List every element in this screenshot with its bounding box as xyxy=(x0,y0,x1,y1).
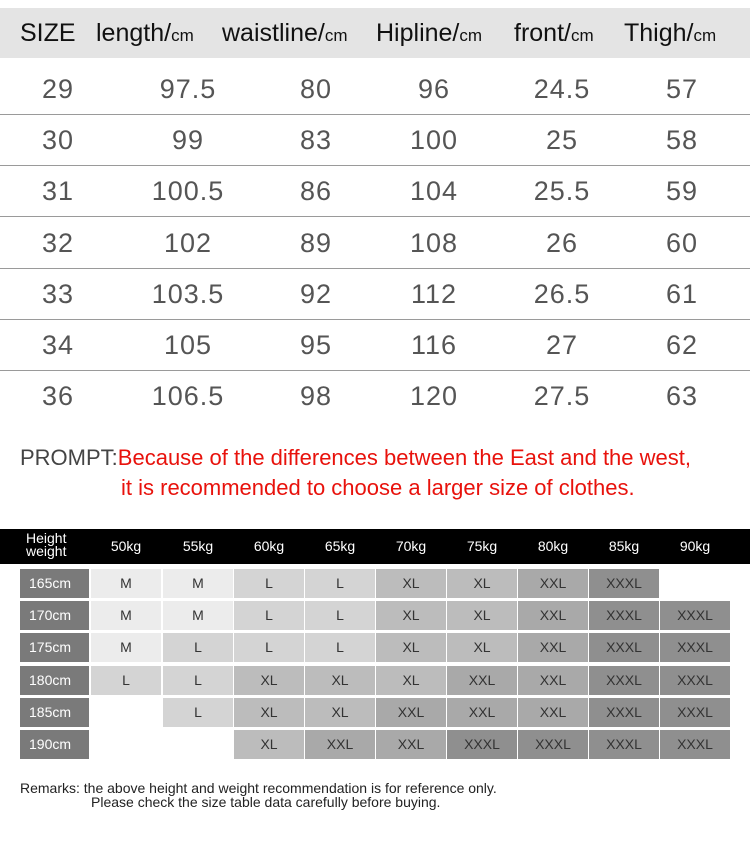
size-cell-hipline: 108 xyxy=(409,227,459,258)
size-cell-thigh: 62 xyxy=(665,330,699,360)
size-recommendation-cell: L xyxy=(305,633,375,662)
size-recommendation-cell: L xyxy=(163,666,233,695)
size-recommendation-cell: L xyxy=(305,569,375,598)
size-cell-thigh: 61 xyxy=(665,278,699,309)
size-recommendation-cell: XXXL xyxy=(589,633,659,662)
size-recommendation-cell: XL xyxy=(376,601,446,630)
size-cell-length: 105 xyxy=(163,330,213,360)
size-recommendation-cell: XXXL xyxy=(518,730,588,759)
size-recommendation-cell: XXL xyxy=(305,730,375,759)
size-row xyxy=(0,64,750,115)
height-label: 175cm xyxy=(20,633,89,662)
header-thigh: Thigh/cm xyxy=(624,19,717,47)
size-recommendation-cell: XL xyxy=(376,666,446,695)
size-recommendation-cell: L xyxy=(163,698,233,727)
weight-col-header: 75kg xyxy=(466,538,498,554)
size-recommendation-cell: XXXL xyxy=(660,633,730,662)
size-cell-size: 34 xyxy=(41,330,75,360)
size-recommendation-cell: M xyxy=(163,601,233,630)
size-cell-front: 25.5 xyxy=(533,176,591,207)
size-recommendation-cell: XXXL xyxy=(447,730,517,759)
size-recommendation-cell: XXL xyxy=(447,698,517,727)
size-recommendation-cell: M xyxy=(91,633,161,662)
size-recommendation-cell: XXXL xyxy=(589,698,659,727)
height-label: 190cm xyxy=(20,730,89,759)
size-cell-waistline: 89 xyxy=(299,227,333,258)
size-recommendation-cell: XL xyxy=(234,730,304,759)
size-cell-thigh: 63 xyxy=(665,381,699,412)
size-recommendation-cell: XXXL xyxy=(589,601,659,630)
remarks xyxy=(20,781,497,809)
size-cell-front: 27 xyxy=(545,330,579,360)
size-cell-front: 26.5 xyxy=(533,278,591,309)
size-recommendation-cell xyxy=(163,730,233,759)
height-label: 185cm xyxy=(20,698,89,727)
weight-col-header: 80kg xyxy=(537,538,569,554)
size-cell-hipline: 116 xyxy=(410,330,458,360)
size-recommendation-cell: L xyxy=(234,601,304,630)
size-recommendation-cell: L xyxy=(234,633,304,662)
size-cell-waistline: 98 xyxy=(299,381,333,412)
size-cell-thigh: 58 xyxy=(665,125,699,156)
size-cell-front: 27.5 xyxy=(533,381,591,412)
size-recommendation-cell: XXXL xyxy=(589,569,659,598)
size-cell-hipline: 96 xyxy=(417,74,451,104)
size-recommendation-cell: M xyxy=(163,569,233,598)
size-recommendation-cell: XXXL xyxy=(660,698,730,727)
size-cell-size: 36 xyxy=(41,381,75,412)
recommendation-header xyxy=(0,529,750,564)
size-cell-size: 33 xyxy=(41,278,75,309)
weight-col-header: 65kg xyxy=(324,538,356,554)
header-length: length/cm xyxy=(96,19,194,47)
size-recommendation-cell: L xyxy=(305,601,375,630)
size-cell-length: 97.5 xyxy=(159,74,217,104)
remarks-line-1: Remarks: the above height and weight recommendation is for reference only. xyxy=(20,780,497,796)
size-cell-size: 29 xyxy=(41,74,75,104)
size-recommendation-cell: XXXL xyxy=(660,730,730,759)
size-recommendation-cell: XL xyxy=(447,601,517,630)
size-recommendation-cell xyxy=(660,569,730,598)
size-row xyxy=(0,218,750,269)
prompt-line-1: Because of the differences between the East and the west, xyxy=(117,445,691,470)
prompt-line-2: it is recommended to choose a larger size of clothes. xyxy=(121,475,635,500)
size-cell-waistline: 83 xyxy=(299,125,333,156)
size-recommendation-cell xyxy=(91,698,161,727)
size-cell-waistline: 92 xyxy=(299,278,333,309)
corner-height: Height xyxy=(26,530,67,546)
size-recommendation-cell: L xyxy=(163,633,233,662)
size-cell-hipline: 112 xyxy=(410,278,458,309)
size-recommendation-cell: XL xyxy=(234,698,304,727)
corner-weight: weight xyxy=(26,543,67,559)
size-recommendation-cell: L xyxy=(91,666,161,695)
header-hipline: Hipline/cm xyxy=(376,19,483,47)
size-row xyxy=(0,269,750,320)
size-cell-length: 102 xyxy=(163,227,213,258)
size-cell-thigh: 59 xyxy=(665,176,699,207)
weight-col-header: 50kg xyxy=(110,538,142,554)
header-size: SIZE xyxy=(20,19,76,47)
size-cell-length: 100.5 xyxy=(151,176,225,207)
size-recommendation-cell: XXXL xyxy=(589,666,659,695)
size-recommendation-cell: XL xyxy=(376,633,446,662)
size-row xyxy=(0,166,750,217)
size-cell-size: 30 xyxy=(41,125,75,156)
size-recommendation-cell: XL xyxy=(447,633,517,662)
size-recommendation-cell: XXL xyxy=(376,730,446,759)
size-recommendation-cell: XL xyxy=(305,698,375,727)
header-front: front/cm xyxy=(514,19,594,47)
size-cell-length: 99 xyxy=(171,125,205,156)
size-recommendation-cell: XL xyxy=(234,666,304,695)
size-cell-hipline: 100 xyxy=(409,125,459,156)
size-cell-waistline: 86 xyxy=(299,176,333,207)
height-label: 170cm xyxy=(20,601,89,630)
size-recommendation-cell: XXXL xyxy=(589,730,659,759)
size-cell-length: 103.5 xyxy=(151,278,225,309)
size-recommendation-cell: M xyxy=(91,601,161,630)
weight-col-header: 90kg xyxy=(679,538,711,554)
size-recommendation-cell: XXL xyxy=(518,569,588,598)
size-cell-front: 25 xyxy=(545,125,579,156)
size-recommendation-cell: XL xyxy=(376,569,446,598)
size-cell-length: 106.5 xyxy=(151,381,225,412)
size-cell-thigh: 57 xyxy=(665,74,699,104)
size-cell-front: 24.5 xyxy=(533,74,591,104)
size-cell-size: 32 xyxy=(41,227,75,258)
size-cell-waistline: 95 xyxy=(299,330,333,360)
weight-col-header: 70kg xyxy=(395,538,427,554)
height-label: 165cm xyxy=(20,569,89,598)
header-waistline: waistline/cm xyxy=(222,19,348,47)
prompt-note xyxy=(20,443,691,500)
corner-label xyxy=(26,532,66,558)
size-recommendation-cell: XL xyxy=(305,666,375,695)
size-recommendation-cell: XXXL xyxy=(660,666,730,695)
height-label: 180cm xyxy=(20,666,89,695)
remarks-line-2: Please check the size table data carefully before buying. xyxy=(91,794,441,810)
weight-col-header: 55kg xyxy=(182,538,214,554)
weight-col-header: 60kg xyxy=(253,538,285,554)
size-recommendation-cell: XXL xyxy=(518,698,588,727)
size-recommendation-cell: XXL xyxy=(518,633,588,662)
size-recommendation-cell xyxy=(91,730,161,759)
size-recommendation-cell: XXL xyxy=(376,698,446,727)
size-cell-hipline: 104 xyxy=(409,176,459,207)
size-cell-waistline: 80 xyxy=(299,74,333,104)
size-recommendation-cell: XXL xyxy=(447,666,517,695)
size-cell-size: 31 xyxy=(41,176,75,207)
size-row xyxy=(0,115,750,166)
size-cell-front: 26 xyxy=(545,227,579,258)
size-recommendation-cell: XXL xyxy=(518,601,588,630)
size-cell-hipline: 120 xyxy=(409,381,459,412)
size-cell-thigh: 60 xyxy=(665,227,699,258)
size-recommendation-cell: M xyxy=(91,569,161,598)
size-table-header xyxy=(0,8,750,58)
size-recommendation-cell: L xyxy=(234,569,304,598)
size-recommendation-cell: XXL xyxy=(518,666,588,695)
weight-col-header: 85kg xyxy=(608,538,640,554)
size-row xyxy=(0,320,750,371)
size-row xyxy=(0,371,750,422)
size-recommendation-cell: XL xyxy=(447,569,517,598)
prompt-label: PROMPT: xyxy=(20,445,118,470)
size-recommendation-cell: XXXL xyxy=(660,601,730,630)
